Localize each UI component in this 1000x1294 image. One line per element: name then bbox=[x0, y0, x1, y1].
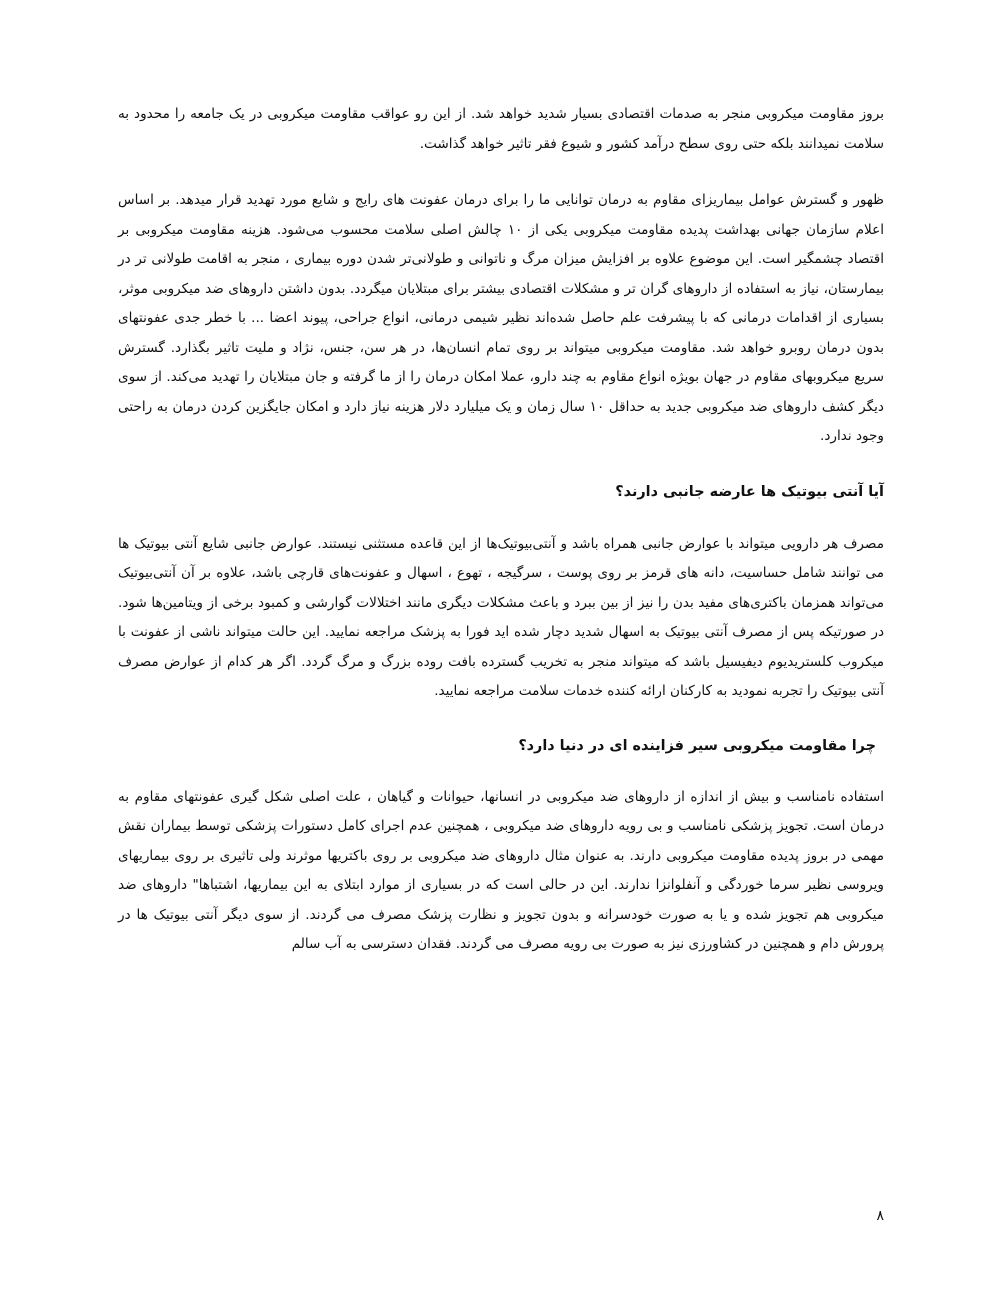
paragraph-side-effects: مصرف هر دارویی میتواند با عوارض جانبی همراه باشد و آنتی‌بیوتیک‌ها از این قاعده مستثنی نیستند. عوارض جانبی شایع آنتی بیوتیک ها می توانند شامل حساسیت، دانه های قرمز بر روی پوست ، سرگیجه ، تهوع ، اسهال و عفونت‌های قارچی باشد، علاوه بر آن آنتی‌بیوتیک می‌تواند همزمان باکتری‌های مفید بدن را نیز از بین ببرد و باعث مشکلات دیگری مانند اختلالات گوارشی و کمبود برخی از ویتامین‌ها شود. در صورتیکه پس از مصرف آنتی بیوتیک به اسهال شدید دچار شده اید فورا به پزشک مراجعه نمایید. این حالت میتواند ناشی از عفونت با میکروب کلستریدیوم دیفیسیل باشد که میتواند منجر به تخریب گسترده بافت روده بزرگ و مرگ گردد. اگر هر کدام از عوارض مصرف آنتی بیوتیک را تجربه نمودید به کارکنان ارائه کننده خدمات سلامت مراجعه نمایید. bbox=[118, 535, 884, 699]
paragraph-economic-impact: بروز مقاومت میکروبی منجر به صدمات اقتصادی بسیار شدید خواهد شد. از این رو عواقب مقاومت میکروبی در یک جامعه را محدود به سلامت نمیدانند بلکه حتی روی سطح درآمد کشور و شیوع فقر تاثیر خواهد گذاشت. bbox=[118, 106, 884, 152]
paragraph-resistance-spread: ظهور و گسترش عوامل بیماریزای مقاوم به درمان توانایی ما را برای درمان عفونت های رایج و شایع مورد تهدید قرار میدهد. بر اساس اعلام سازمان جهانی بهداشت پدیده مقاومت میکروبی یکی از ۱۰ چالش اصلی سلامت محسوب می‌شود. هزینه مقاومت میکروبی بر اقتصاد چشمگیر است. این موضوع علاوه بر افزایش میزان مرگ و ناتوانی و طولانی‌تر شدن دوره بیماری ، منجر به اقامت طولانی تر در بیمارستان، نیاز به استفاده از داروهای گران تر و مشکلات اقتصادی بیشتر برای مبتلایان میگردد. بدون داشتن داروهای ضد میکروبی موثر، بسیاری از اقدامات درمانی که با پیشرفت علم حاصل شده‌اند نظیر شیمی درمانی، انواع جراحی، پیوند اعضا ... با خطر جدی عفونتهای بدون درمان روبرو خواهد شد. مقاومت میکروبی میتواند بر روی تمام انسان‌ها، در هر سن، جنس، نژاد و ملیت تاثیر بگذارد. گسترش سریع میکروبهای مقاوم در جهان بویژه انواع مقاوم به چند دارو، عملا امکان درمان را از ما گرفته و جان مبتلایان را تهدید می‌کند. از سوی دیگر کشف داروهای ضد میکروبی جدید به حداقل ۱۰ سال زمان و یک میلیارد دلار هزینه نیاز دارد و امکان جایگزین کردن درمان به راحتی وجود ندارد. bbox=[118, 192, 884, 444]
paragraph-resistance-causes: استفاده نامناسب و بیش از اندازه از داروهای ضد میکروبی در انسانها، حیوانات و گیاهان ، علت اصلی شکل گیری عفونتهای مقاوم به درمان است. تجویز پزشکی نامناسب و بی رویه داروهای ضد میکروبی ، همچنین عدم اجرای کامل دستورات پزشکی توسط بیماران نقش مهمی در بروز پدیده مقاومت میکروبی دارند. به عنوان مثال داروهای ضد میکروبی بر روی باکتریها موثرند ولی تاثیری بر روی بیماریهای ویروسی نظیر سرما خوردگی و آنفلوانزا ندارند. این در حالی است که در بسیاری از موارد ابتلای به این بیماریها، اشتباها" داروهای ضد میکروبی هم تجویز شده و یا به صورت خودسرانه و بدون تجویز و نظارت پزشک مصرف می گردند. از سوی دیگر آنتی بیوتیک ها در پرورش دام و همچنین در کشاورزی نیز به صورت بی رویه مصرف می گردند. فقدان دسترسی به آب سالم bbox=[118, 788, 884, 952]
page-number: ۸ bbox=[876, 1208, 884, 1224]
section-heading-resistance-growth: چرا مقاومت میکروبی سیر فزاینده ای در دنیا دارد؟ bbox=[518, 737, 876, 754]
section-heading-side-effects: آیا آنتی بیوتیک ها عارضه جانبی دارند؟ bbox=[615, 483, 884, 500]
document-page bbox=[118, 100, 884, 960]
